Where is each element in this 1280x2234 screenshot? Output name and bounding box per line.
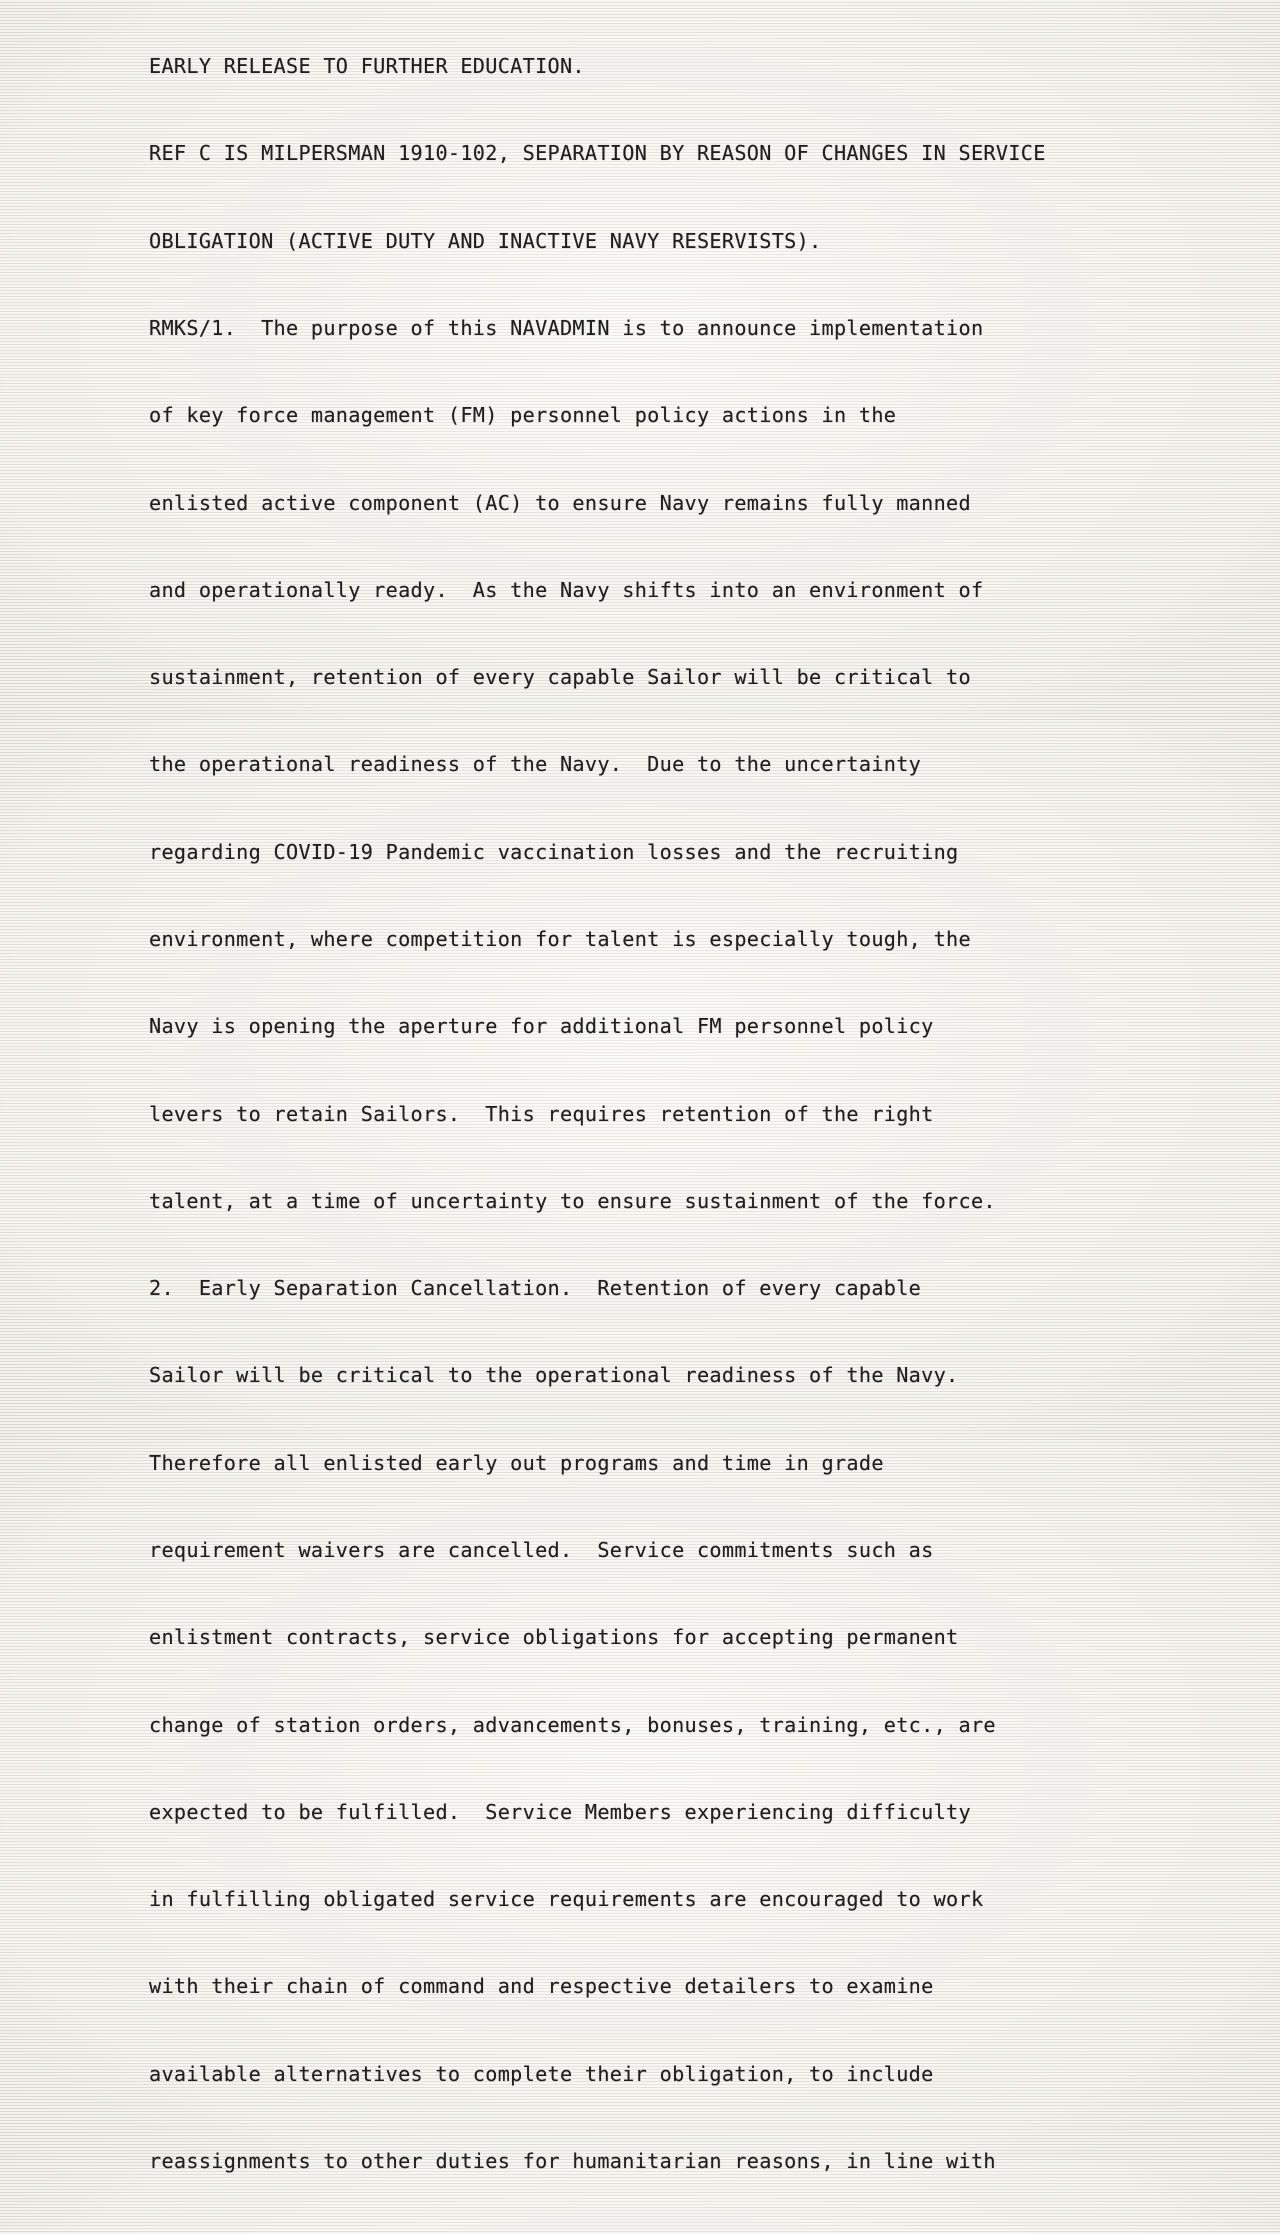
text-line: requirement waivers are cancelled. Service commitments such as bbox=[149, 1537, 934, 1562]
text-line: and operationally ready. As the Navy shifts into an environment of bbox=[149, 577, 984, 602]
text-line: RMKS/1. The purpose of this NAVADMIN is to announce implementation bbox=[149, 316, 984, 341]
text-line: 2. Early Separation Cancellation. Retention of every capable bbox=[149, 1276, 922, 1301]
text-line: reassignments to other duties for humanitarian reasons, in line with bbox=[149, 2148, 996, 2173]
text-line: regarding COVID-19 Pandemic vaccination losses and the recruiting bbox=[149, 839, 959, 864]
text-line: talent, at a time of uncertainty to ensure sustainment of the force. bbox=[149, 1188, 996, 1213]
text-line: environment, where competition for talent is especially tough, the bbox=[149, 927, 971, 951]
text-line: enlisted active component (AC) to ensure Navy remains fully manned bbox=[149, 490, 971, 515]
text-line: enlistment contracts, service obligations for accepting permanent bbox=[149, 1625, 959, 1650]
text-line: expected to be fulfilled. Service Members experiencing difficulty bbox=[149, 1799, 971, 1824]
text-line: Therefore all enlisted early out programs and time in grade bbox=[149, 1450, 884, 1475]
text-line: Sailor will be critical to the operational readiness of the Navy. bbox=[149, 1363, 959, 1388]
text-line: in fulfilling obligated service requirements are encouraged to work bbox=[149, 1887, 984, 1912]
text-line: REF C IS MILPERSMAN 1910-102, SEPARATION BY REASON OF CHANGES IN SERVICE bbox=[149, 141, 1046, 166]
text-line: change of station orders, advancements, bonuses, training, etc., are bbox=[149, 1712, 996, 1737]
text-line: OBLIGATION (ACTIVE DUTY AND INACTIVE NAVY RESERVISTS). bbox=[149, 228, 822, 253]
document-body bbox=[149, 0, 1046, 2234]
text-line: with their chain of command and respective detailers to examine bbox=[149, 1974, 934, 1999]
text-line: of key force management (FM) personnel policy actions in the bbox=[149, 403, 897, 428]
text-line: EARLY RELEASE TO FURTHER EDUCATION. bbox=[149, 54, 585, 79]
text-line: the operational readiness of the Navy. Due to the uncertainty bbox=[149, 752, 922, 777]
text-line: sustainment, retention of every capable Sailor will be critical to bbox=[149, 665, 971, 690]
text-line: available alternatives to complete their obligation, to include bbox=[149, 2061, 934, 2086]
text-line: Navy is opening the aperture for additional FM personnel policy bbox=[149, 1014, 934, 1039]
text-line: levers to retain Sailors. This requires retention of the right bbox=[149, 1101, 934, 1126]
